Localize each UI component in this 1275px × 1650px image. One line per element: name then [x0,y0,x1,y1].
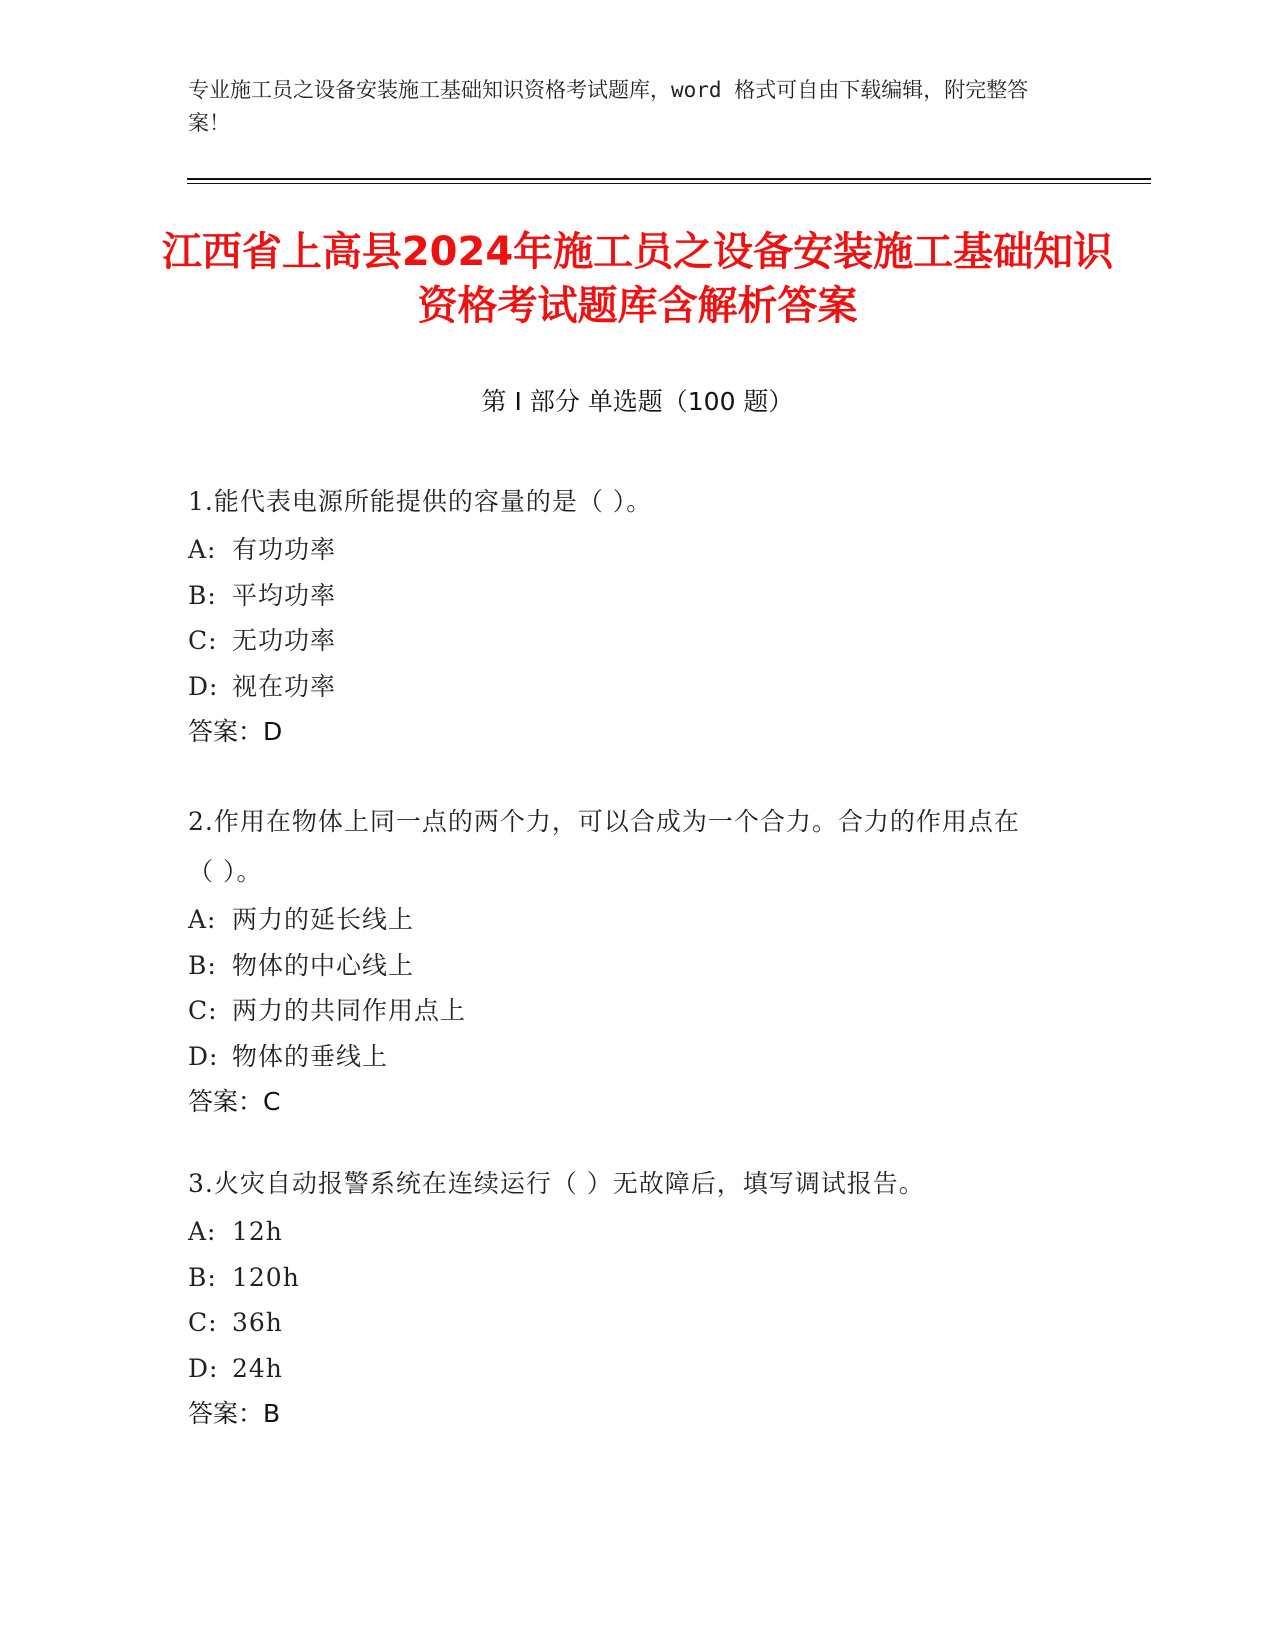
question-block-1 [188,477,1088,755]
option-text: 120h [232,1262,300,1292]
answer-line: 答案：C [188,1087,281,1116]
answer-line: 答案：B [188,1399,281,1428]
section-heading: 第 I 部分 单选题（100 题） [481,387,794,416]
option-key: D: [188,1353,219,1383]
option-b [188,943,1088,989]
header-divider-thin [187,183,1151,184]
option-c [188,1300,1088,1346]
option-key: B: [188,1262,217,1292]
option-key: A: [188,535,217,564]
answer-line: 答案：D [188,717,283,746]
option-d [188,1346,1088,1392]
option-c [188,988,1088,1034]
option-key: C: [188,626,218,655]
option-key: B: [188,950,217,980]
option-text: 平均功率 [232,580,337,610]
option-a [188,1209,1088,1255]
option-text: 两力的延长线上 [232,905,415,934]
option-c [188,618,1088,664]
option-text: 12h [232,1217,283,1246]
option-text: 无功功率 [232,626,337,655]
option-key: C: [188,996,218,1025]
option-text: 有功功率 [232,535,337,564]
question-text: 3.火灾自动报警系统在连续运行（ ）无故障后，填写调试报告。 [188,1169,925,1198]
option-key: A: [188,1217,217,1246]
option-a [188,527,1088,573]
question-block-2 [188,797,1088,1125]
option-key: D: [188,1041,219,1071]
question-block-3 [188,1159,1088,1437]
header-divider-thick [187,178,1151,180]
option-text: 36h [232,1308,283,1337]
option-d [188,1034,1088,1080]
option-key: D: [188,671,219,701]
document-title: 江西省上高县2024年施工员之设备安装施工基础知识资格考试题库含解析答案 [161,229,1114,329]
option-key: B: [188,580,217,610]
question-text: 2.作用在物体上同一点的两个力，可以合成为一个合力。合力的作用点在（ ）。 [188,807,1020,886]
option-text: 两力的共同作用点上 [232,996,467,1025]
option-text: 24h [232,1353,283,1383]
option-b [188,1255,1088,1301]
option-b [188,573,1088,619]
option-a [188,897,1088,943]
option-text: 物体的中心线上 [232,950,415,980]
header-note: 专业施工员之设备安装施工基础知识资格考试题库，word 格式可自由下载编辑，附完整答案！ [188,78,1029,135]
option-key: C: [188,1308,218,1337]
question-text: 1.能代表电源所能提供的容量的是（ ）。 [188,487,653,516]
option-text: 物体的垂线上 [232,1041,389,1071]
option-key: A: [188,905,217,934]
option-d [188,664,1088,710]
option-text: 视在功率 [232,671,337,701]
